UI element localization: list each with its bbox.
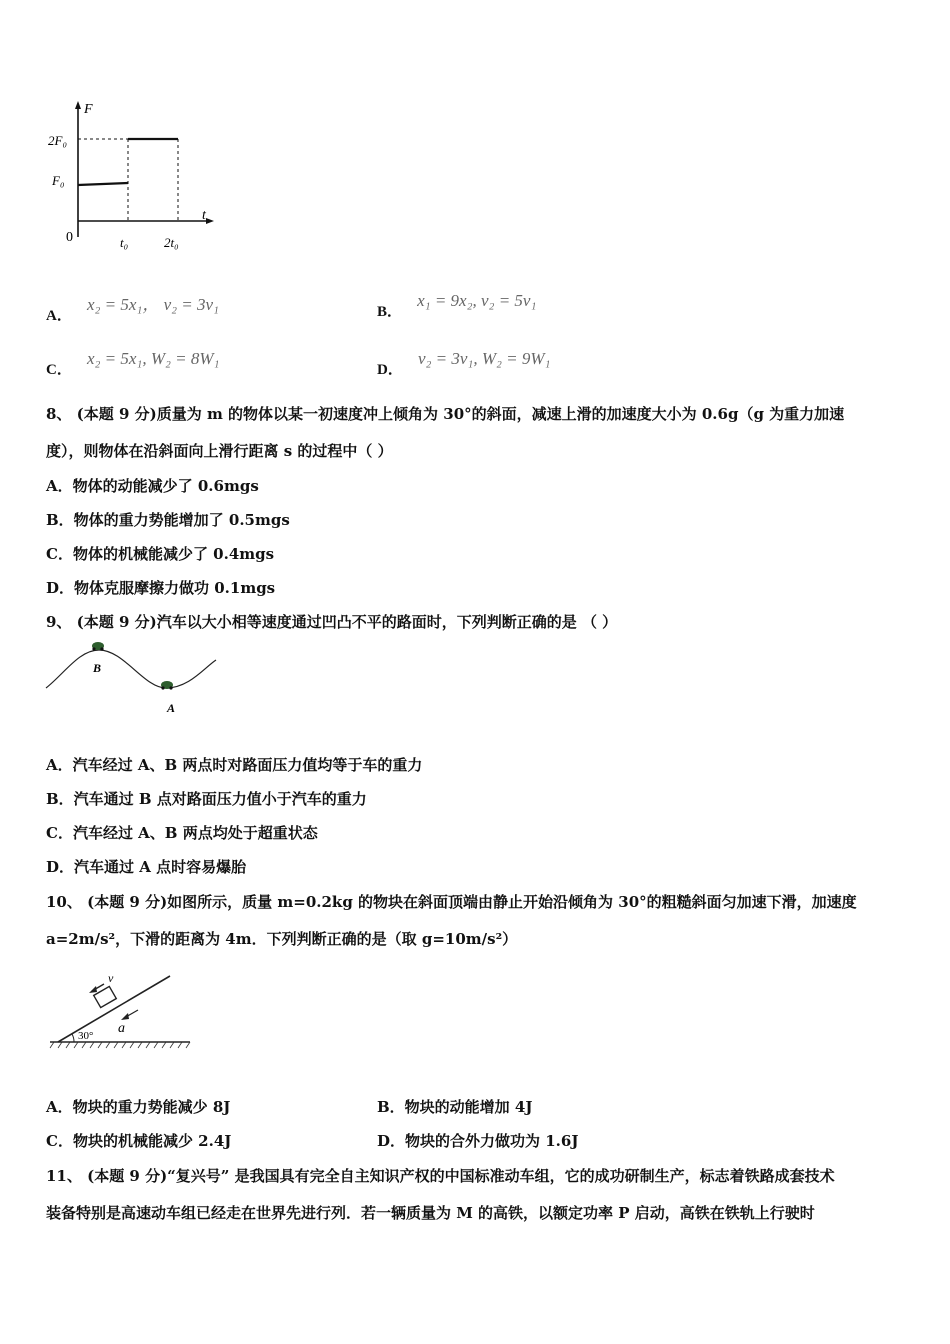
incline-figure <box>44 962 204 1062</box>
q9-option-d[interactable]: D．汽车通过 A 点时容易爆胎 <box>46 858 247 876</box>
velocity-label: v <box>108 971 114 985</box>
y-tick-2f0: 2F₀ <box>48 133 67 148</box>
q10-option-d[interactable]: D．物块的合外力做功为 1.6J <box>377 1132 579 1150</box>
y-tick-f0: F₀ <box>52 173 65 188</box>
option-letter: B． <box>377 304 403 320</box>
car-a-icon <box>161 681 173 690</box>
q10-stem-line2: a=2m/s²，下滑的距离为 4m．下列判断正确的是（取 g=10m/s²） <box>46 930 518 948</box>
point-a-label: A <box>167 701 176 715</box>
q8-stem-line2: 度），则物体在沿斜面向上滑行距离 s 的过程中（ ） <box>46 442 393 460</box>
q7-option-d[interactable] <box>377 348 551 378</box>
option-formula: x₁ = 9x₂, v₂ = 5v₁ <box>417 291 537 310</box>
road-figure <box>44 638 224 718</box>
q8-stem-line1: 8、 (本题 9 分)质量为 m 的物体以某一初速度冲上倾角为 30°的斜面，减速上滑的加速度大小为 0.6g（g 为重力加速 <box>46 405 845 423</box>
x-axis-label: t <box>202 208 206 223</box>
option-letter: D． <box>377 362 403 378</box>
q9-option-a[interactable]: A．汽车经过 A、B 两点时对路面压力值均等于车的重力 <box>46 756 423 774</box>
y-axis-label: F <box>84 102 93 117</box>
point-b-label: B <box>93 661 102 675</box>
f0-segment <box>78 183 128 185</box>
q8-option-b[interactable]: B．物体的重力势能增加了 0.5mgs <box>46 511 290 529</box>
q8-option-d[interactable]: D．物体克服摩擦力做功 0.1mgs <box>46 579 276 597</box>
x-tick-t0: t₀ <box>120 235 129 250</box>
q9-option-b[interactable]: B．汽车通过 B 点对路面压力值小于汽车的重力 <box>46 790 367 808</box>
acceleration-label: a <box>118 1021 125 1036</box>
q10-stem-line1: 10、 (本题 9 分)如图所示，质量 m=0.2kg 的物块在斜面顶端由静止开始沿倾角为 30°的粗糙斜面匀加速下滑，加速度 <box>46 893 857 911</box>
q10-option-b[interactable]: B．物块的动能增加 4J <box>377 1098 533 1116</box>
origin-label: 0 <box>66 230 73 245</box>
angle-label: 30° <box>78 1030 94 1042</box>
acceleration-arrowhead <box>121 1013 129 1020</box>
angle-arc <box>72 1034 74 1042</box>
option-formula: x₂ = 5x₁， v₂ = 3v₁ <box>86 295 219 314</box>
q11-stem-line2: 装备特别是高速动车组已经走在世界先进行列．若一辆质量为 M 的高铁，以额定功率 P 启动，高铁在铁轨上行驶时 <box>46 1204 815 1222</box>
x-tick-2t0: 2t₀ <box>164 235 179 250</box>
q10-option-a[interactable]: A．物块的重力势能减少 8J <box>46 1098 231 1116</box>
block <box>94 986 117 1007</box>
ground-hatching <box>50 1042 190 1048</box>
y-axis-arrow <box>75 101 81 109</box>
option-letter: A． <box>46 308 72 324</box>
incline <box>58 976 170 1042</box>
q8-option-c[interactable]: C．物体的机械能减少了 0.4mgs <box>46 545 275 563</box>
velocity-arrowhead <box>89 986 97 993</box>
q7-option-a[interactable] <box>46 290 219 324</box>
q7-option-c[interactable] <box>46 348 220 378</box>
q8-option-a[interactable]: A．物体的动能减少了 0.6mgs <box>46 477 259 495</box>
option-formula: v₂ = 3v₁, W₂ = 9W₁ <box>417 349 551 368</box>
q7-option-b[interactable] <box>377 290 537 320</box>
wavy-road <box>46 650 216 688</box>
force-time-graph <box>40 95 240 255</box>
q11-stem-line1: 11、 (本题 9 分)“复兴号” 是我国具有完全自主知识产权的中国标准动车组，它的成功研制生产，标志着铁路成套技术 <box>46 1167 835 1185</box>
car-b-icon <box>92 642 104 651</box>
option-letter: C． <box>46 362 72 378</box>
q9-option-c[interactable]: C．汽车经过 A、B 两点均处于超重状态 <box>46 824 318 842</box>
q9-stem: 9、 (本题 9 分)汽车以大小相等速度通过凹凸不平的路面时，下列判断正确的是 （ ） <box>46 613 618 631</box>
x-axis-arrow <box>206 218 214 224</box>
q10-option-c[interactable]: C．物块的机械能减少 2.4J <box>46 1132 232 1150</box>
option-formula: x₂ = 5x₁, W₂ = 8W₁ <box>86 349 220 368</box>
